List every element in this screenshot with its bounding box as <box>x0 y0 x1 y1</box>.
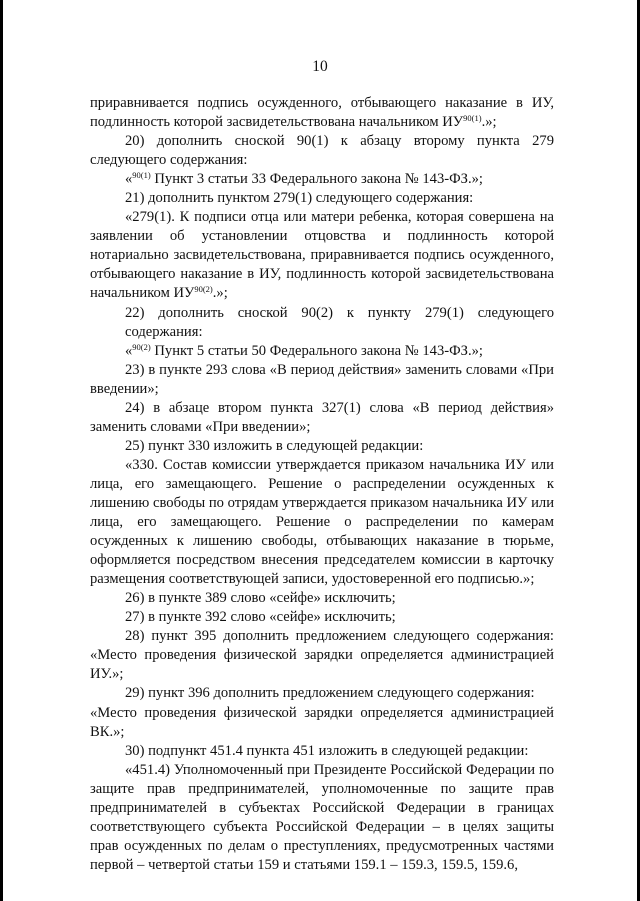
para-text-tail: .»; <box>481 114 497 131</box>
para-text: 22) дополнить сноской 90(2) к пункту 279(1) следующего содержания: <box>125 304 554 340</box>
footnote-ref: 90(1) <box>132 170 151 181</box>
footnote-90-1 <box>90 170 554 189</box>
paragraph-item-27 <box>90 608 554 627</box>
footnote-ref: 90(2) <box>132 341 151 352</box>
para-text: 26) в пункте 389 слово «сейфе» исключить; <box>125 590 396 607</box>
para-text: 30) подпункт 451.4 пункта 451 изложить в следующей редакции: <box>125 742 529 759</box>
para-text-tail: .»; <box>212 285 228 302</box>
paragraph-item-30 <box>90 742 554 761</box>
para-text: «330. Состав комиссии утверждается приказом начальника ИУ или лица, его замещающего. Решение о распределении осужденных к лишению свободы по отрядам утверждается приказом начальника ИУ или лица, его замещающего. Решение о распределении по камерам осужденных к лишению свободы, отбывающих наказание в тюрьме, оформляется посредством внесения председателем комиссии в карточку размещения соответствующей записи, удостоверенной его подписью.»; <box>90 456 554 588</box>
para-text: 24) в абзаце втором пункта 327(1) слова «В период действия» заменить словами «При введении»; <box>90 399 554 435</box>
document-body <box>90 94 554 875</box>
para-text: приравнивается подпись осужденного, отбывающего наказание в ИУ, подлинность которой засвидетельствована начальником ИУ <box>90 95 554 131</box>
paragraph-continuation <box>90 94 554 132</box>
footnote-ref: 90(1) <box>463 113 482 124</box>
para-text: 29) пункт 396 дополнить предложением следующего содержания: <box>125 685 535 702</box>
para-text-tail: Пункт 3 статьи 33 Федерального закона № 143-ФЗ.»; <box>150 171 483 188</box>
scan-edge-left <box>0 0 3 901</box>
para-text: «451.4) Уполномоченный при Президенте Российской Федерации по защите прав предпринимателей, уполномоченные по защите прав предпринимателей в субъектах Российской Федерации в границах соответствующего субъекта Российской Федерации – в целях защиты прав осужденных по делам о преступлениях, предусмотренных частями первой – четвертой статьи 159 и статьями 159.1 – 159.3, 159.5, 159.6, <box>90 761 554 873</box>
para-text: «279(1). К подписи отца или матери ребенка, которая совершена на заявлении об установлении отцовства и подлинность которой нотариально засвидетельствована, приравнивается подпись осужденного, отбывающего наказание в ИУ, подлинность которой засвидетельствована начальником ИУ <box>90 209 554 302</box>
paragraph-item-26 <box>90 589 554 608</box>
paragraph-clause-330 <box>90 456 554 589</box>
page-number: 10 <box>312 58 328 75</box>
paragraph-item-25 <box>90 437 554 456</box>
footnote-ref: 90(2) <box>194 284 213 295</box>
paragraph-clause-451-4 <box>90 761 554 875</box>
paragraph-item-22 <box>90 304 554 342</box>
paragraph-item-23 <box>90 361 554 399</box>
paragraph-item-29 <box>90 684 554 703</box>
para-text: 25) пункт 330 изложить в следующей редакции: <box>125 437 424 454</box>
para-text: 20) дополнить сноской 90(1) к абзацу второму пункта 279 следующего содержания: <box>90 133 554 169</box>
para-text: « <box>125 342 133 359</box>
paragraph-item-24 <box>90 399 554 437</box>
para-text: 23) в пункте 293 слова «В период действия» заменить словами «При введении»; <box>90 361 554 397</box>
paragraph-item-20 <box>90 132 554 170</box>
para-text: 28) пункт 395 дополнить предложением следующего содержания: «Место проведения физической зарядки определяется администрацией ИУ.»; <box>90 628 554 683</box>
paragraph-item-28 <box>90 627 554 684</box>
para-text: 21) дополнить пунктом 279(1) следующего содержания: <box>125 190 474 207</box>
footnote-90-2 <box>90 342 554 361</box>
paragraph-quote-vk <box>90 704 554 742</box>
paragraph-clause-279-1 <box>90 208 554 303</box>
para-text-tail: Пункт 5 статьи 50 Федерального закона № 143-ФЗ.»; <box>150 342 483 359</box>
para-text: « <box>125 171 133 188</box>
para-text: 27) в пункте 392 слово «сейфе» исключить; <box>125 609 396 626</box>
para-text: «Место проведения физической зарядки определяется администрацией ВК.»; <box>90 704 554 740</box>
paragraph-item-21 <box>90 189 554 208</box>
